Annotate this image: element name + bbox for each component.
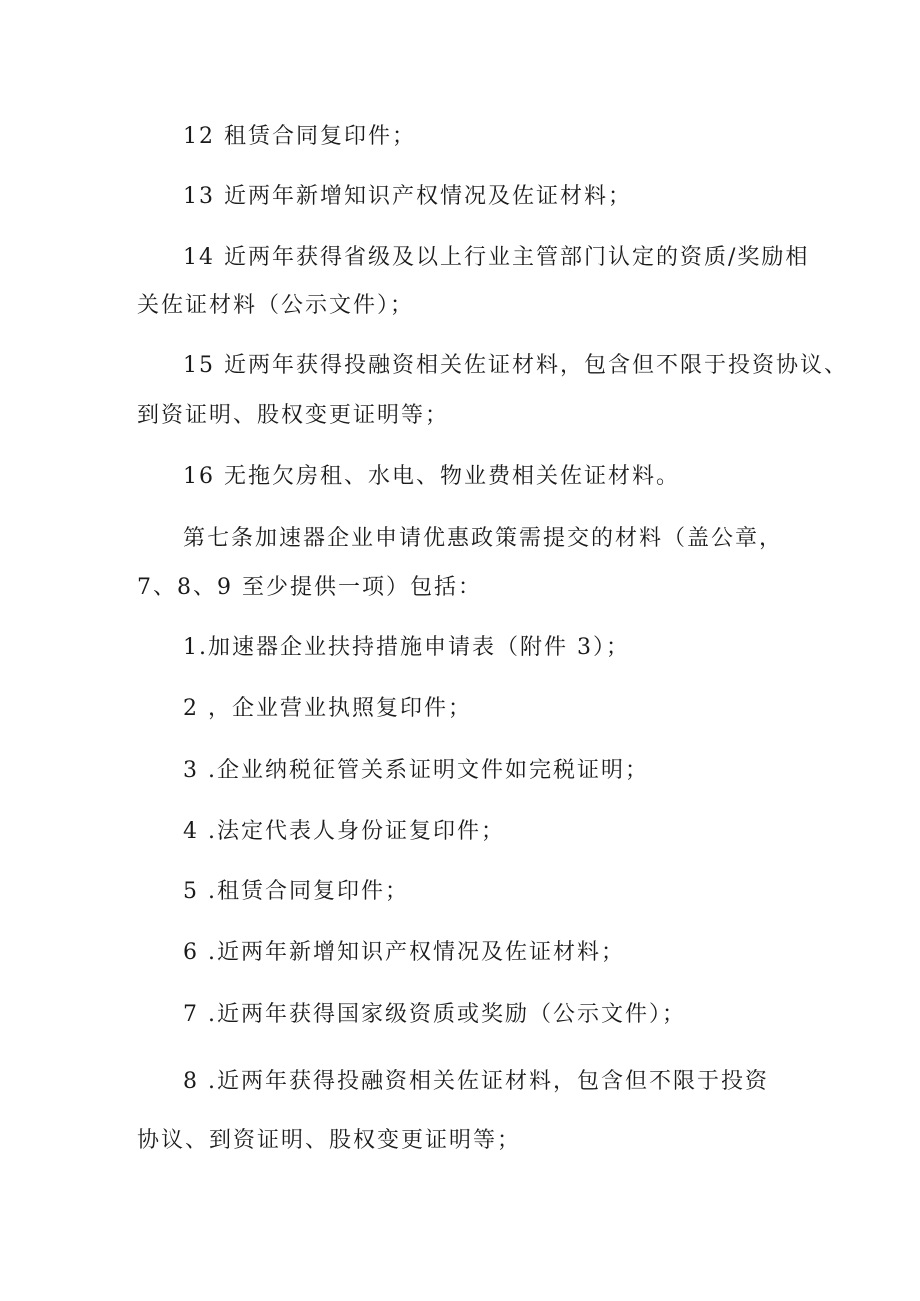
- item-8-line-1: 8 .近两年获得投融资相关佐证材料，包含但不限于投资: [183, 1069, 769, 1094]
- item-7-line-1: 7 .近两年获得国家级资质或奖励（公示文件）；: [183, 1002, 686, 1027]
- item-3-line-1: 3 .企业纳税征管关系证明文件如完税证明；: [183, 758, 649, 783]
- paragraph-14-line-1: 14 近两年获得省级及以上行业主管部门认定的资质/奖励相: [183, 245, 810, 270]
- item-6-line-1: 6 .近两年新增知识产权情况及佐证材料；: [183, 940, 625, 965]
- paragraph-14-line-2: 关佐证材料（公示文件）；: [137, 293, 415, 318]
- paragraph-15-line-2: 到资证明、股权变更证明等；: [137, 403, 450, 428]
- article-7-line-2: 7、8、9 至少提供一项）包括：: [137, 575, 482, 600]
- paragraph-15-line-1: 15 近两年获得投融资相关佐证材料，包含但不限于投资协议、: [183, 353, 848, 378]
- item-1-line-1: 1.加速器企业扶持措施申请表（附件 3）；: [183, 635, 630, 660]
- item-5-line-1: 5 .租赁合同复印件；: [183, 879, 409, 904]
- paragraph-12-line-1: 12 租赁合同复印件；: [183, 124, 416, 149]
- item-2-line-1: 2 ，企业营业执照复印件；: [183, 696, 472, 721]
- item-8-line-2: 协议、到资证明、股权变更证明等；: [137, 1128, 522, 1153]
- paragraph-16-line-1: 16 无拖欠房租、水电、物业费相关佐证材料。: [183, 464, 680, 489]
- article-7-line-1: 第七条加速器企业申请优惠政策需提交的材料（盖公章，: [183, 526, 784, 551]
- item-4-line-1: 4 .法定代表人身份证复印件；: [183, 819, 505, 844]
- paragraph-13-line-1: 13 近两年新增知识产权情况及佐证材料；: [183, 184, 632, 209]
